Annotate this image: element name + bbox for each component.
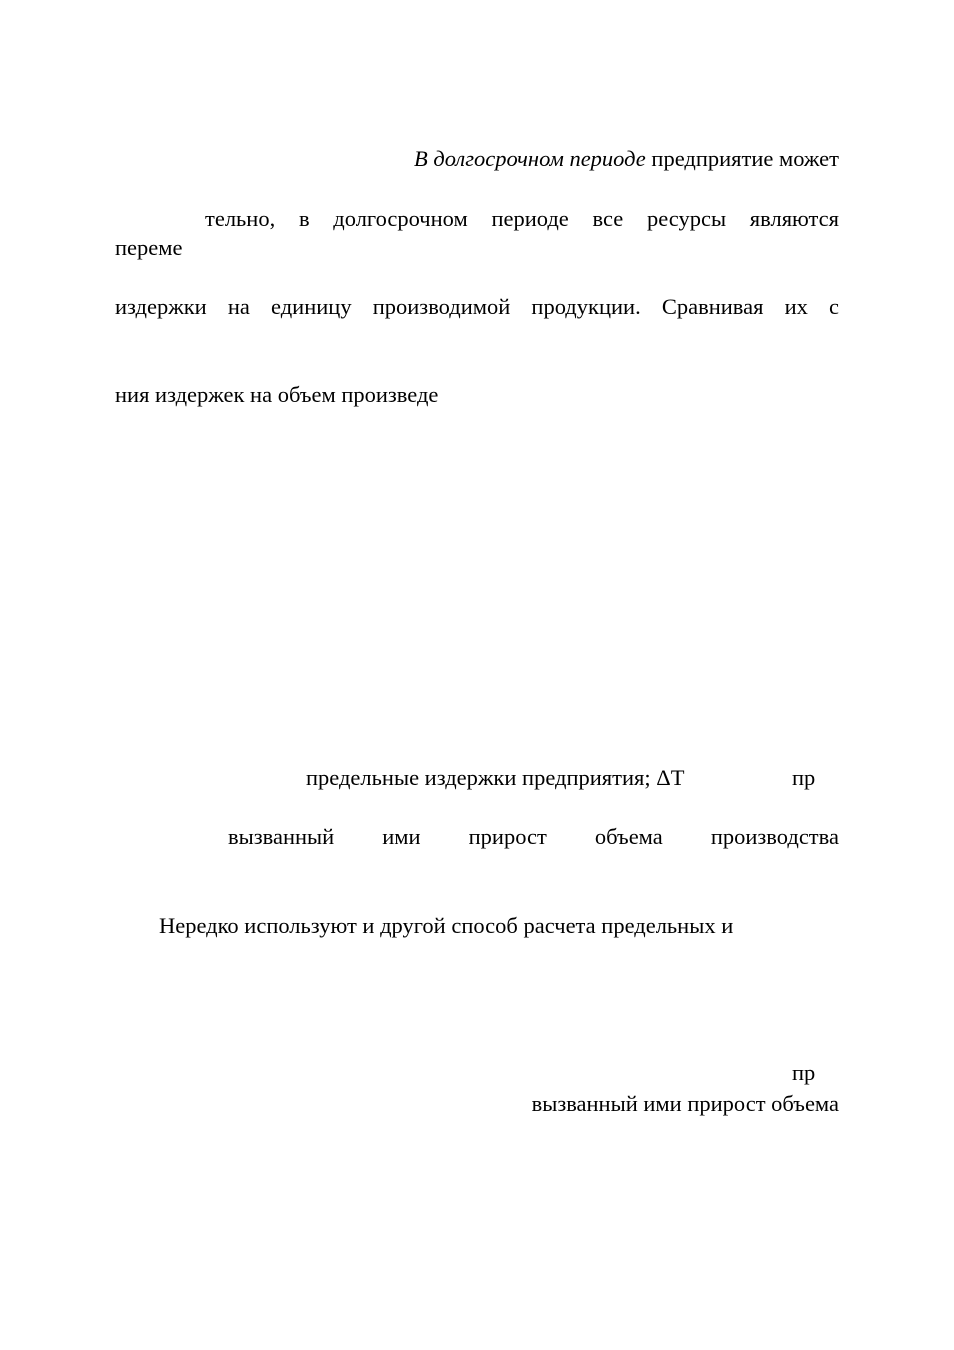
- text-run: предприятие может: [645, 146, 839, 171]
- word: вызванный: [228, 824, 335, 849]
- paragraph-3-line-3: вызванный ими прирост объема: [531, 1091, 839, 1116]
- paragraph-2-line-1-tail: пр: [792, 765, 816, 790]
- paragraph-2-line-2: [228, 824, 839, 850]
- paragraph-1-line-1: [414, 146, 839, 172]
- word: прирост: [468, 824, 547, 849]
- paragraph-1-line-2: тельно, в долгосрочном периоде все ресурсы являются: [205, 206, 839, 231]
- paragraph-1-line-5: ния издержек на объем произведе: [115, 382, 439, 407]
- text-run: предельные издержки предприятия; ΔТ: [306, 765, 685, 790]
- paragraph-3-line-2: пр: [792, 1060, 816, 1085]
- paragraph-1-line-3: переме: [115, 235, 183, 260]
- word: объема: [594, 824, 663, 849]
- word: производства: [710, 824, 839, 849]
- word: ими: [382, 824, 421, 849]
- paragraph-1-line-4: издержки на единицу производимой продукции. Сравнивая их с: [115, 294, 839, 319]
- paragraph-3-line-1: Нередко используют и другой способ расчета предельных и: [159, 913, 734, 938]
- emphasis-text: В долгосрочном периоде: [413, 146, 646, 171]
- paragraph-2-line-1: [306, 765, 684, 791]
